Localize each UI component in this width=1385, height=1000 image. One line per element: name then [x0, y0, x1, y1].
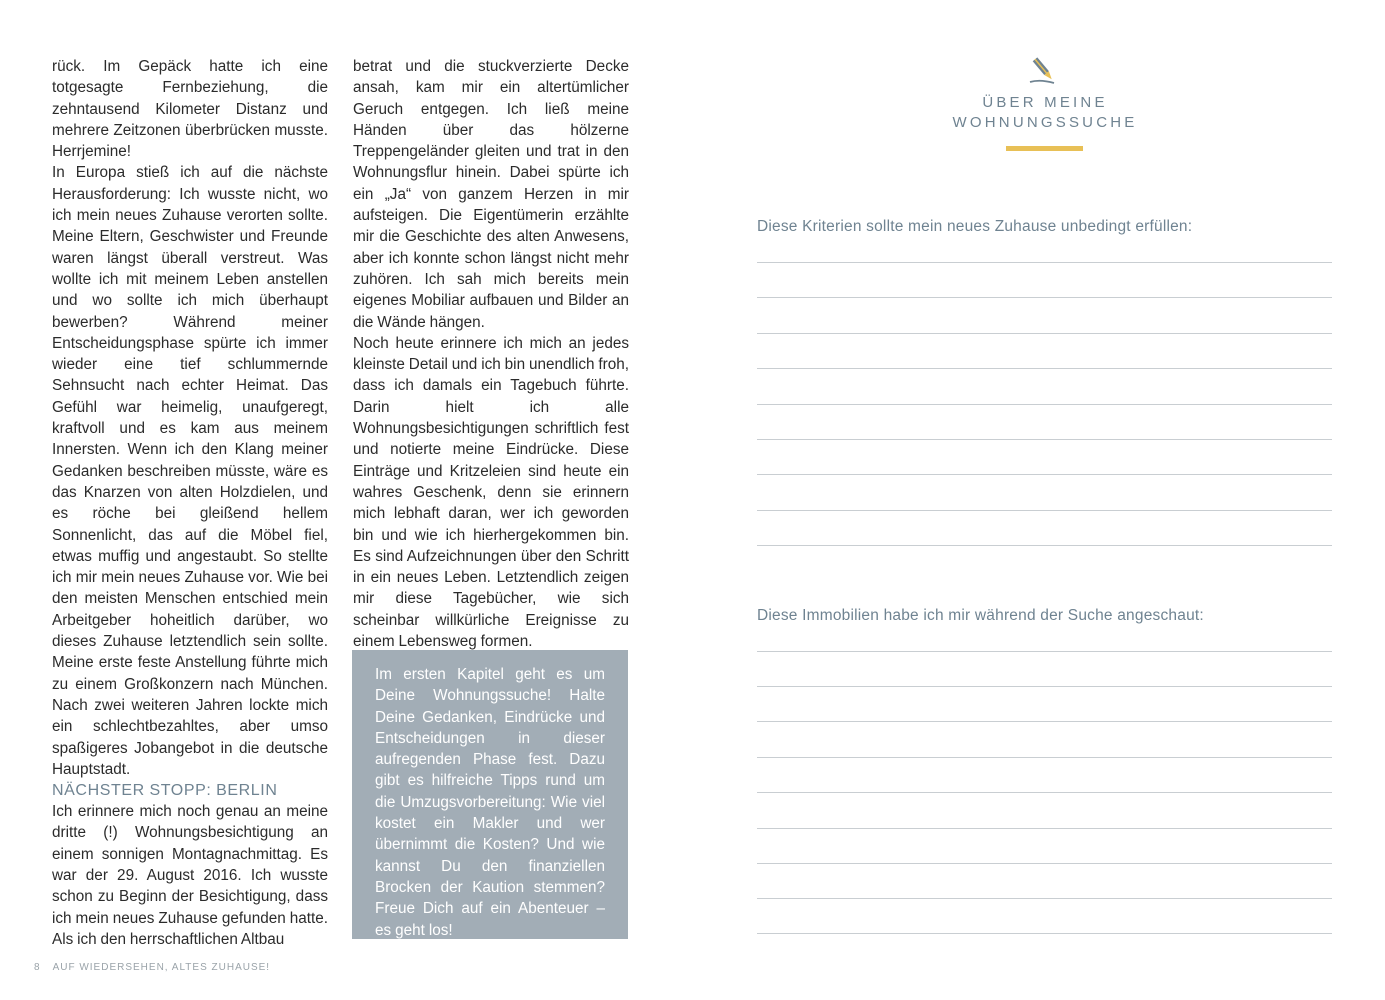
chapter-intro-box: [352, 650, 628, 939]
text-column-left: [52, 56, 328, 950]
writing-line[interactable]: [757, 898, 1332, 899]
page-title-line2: WOHNUNGSSUCHE: [952, 114, 1138, 131]
writing-line[interactable]: [757, 863, 1332, 864]
page-number: 8: [34, 962, 41, 973]
writing-line[interactable]: [757, 757, 1332, 758]
paragraph: rück. Im Gepäck hatte ich eine totgesagte Fernbeziehung, die zehntausend Kilometer Distanz und mehrere Zeitzonen überbrücken musste. Herrjemine!: [52, 58, 328, 161]
text-column-right: [353, 56, 629, 652]
writing-line[interactable]: [757, 439, 1332, 440]
paragraph: Noch heute erinnere ich mich an jedes kleinste Detail und ich bin unendlich froh, dass ich damals ein Tagebuch führte. Darin hielt ich alle Wohnungsbesichtigungen schriftlich fest und notierte meine Eindrücke. Diese Einträge und Kritzeleien sind heute ein wahres Geschenk, denn sie erinnern mich lebhaft daran, wer ich geworden bin und wie ich hierhergekommen bin. Es sind Aufzeichnungen über den Schritt in ein neues Leben. Letztendlich zeigen mir diese Tagebücher, wie sich scheinbar willkürliche Ereignisse zu einem Lebensweg formen.: [353, 334, 629, 651]
writing-line[interactable]: [757, 297, 1332, 298]
criteria-prompt: Diese Kriterien sollte mein neues Zuhause unbedingt erfüllen:: [757, 218, 1193, 235]
section-subheading: NÄCHSTER STOPP: BERLIN: [52, 782, 278, 800]
writing-line[interactable]: [757, 404, 1332, 405]
properties-prompt: Diese Immobilien habe ich mir während der Suche angeschaut:: [757, 607, 1204, 624]
writing-line[interactable]: [757, 933, 1332, 934]
writing-line[interactable]: [757, 721, 1332, 722]
writing-line[interactable]: [757, 828, 1332, 829]
writing-line[interactable]: [757, 474, 1332, 475]
writing-line[interactable]: [757, 510, 1332, 511]
page-title-line1: ÜBER MEINE: [982, 94, 1108, 111]
writing-line[interactable]: [757, 368, 1332, 369]
writing-line[interactable]: [757, 333, 1332, 334]
writing-line[interactable]: [757, 651, 1332, 652]
chapter-intro-text: Im ersten Kapitel geht es um Deine Wohnungssuche! Halte Deine Gedanken, Eindrücke und Entscheidungen in dieser aufregenden Phase fest. Dazu gibt es hilfreiche Tipps rund um die Umzugsvorbereitung: Wie viel kostet ein Makler und wer übernimmt die Kosten? Und wie kannst Du den finanziellen Brocken der Kaution stemmen? Freue Dich auf ein Abenteuer – es geht los!: [375, 666, 605, 939]
paragraph: In Europa stieß ich auf die nächste Herausforderung: Ich wusste nicht, wo ich mein neues Zuhause verorten sollte. Meine Eltern, Geschwister und Freunde waren längst überall verstreut. Was wollte ich mit meinem Leben anstellen und wo sollte ich mich überhaupt bewerben? Während meiner Entscheidungsphase spürte ich immer wieder eine tief schlummernde Sehnsucht nach echter Heimat. Das Gefühl war heimelig, unaufgeregt, kraftvoll und es kam aus meinem Innersten. Wenn ich den Klang meiner Gedanken beschreiben müsste, wäre es das Knarzen von alten Holzdielen, und es röche bei gleißend hellem Sonnenlicht, das auf die Möbel fiel, etwas muffig und angestaubt. So stellte ich mir mein neues Zuhause vor. Wie bei den meisten Menschen entschied mein Arbeitgeber hoheitlich darüber, wo dieses Zuhause letztendlich sein sollte. Meine erste feste Anstellung führte mich zu einem Großkonzern nach München. Nach zwei weiteren Jahren lockte mich ein schlechtbezahltes, aber umso spaßigeres Jobangebot in die deutsche Hauptstadt.: [52, 164, 328, 778]
writing-line[interactable]: [757, 686, 1332, 687]
paragraph: Ich erinnere mich noch genau an meine dritte (!) Wohnungsbesichtigung an einem sonnigen Montagnachmittag. Es war der 29. August 2016. Ich wusste schon zu Beginn der Besichtigung, dass ich mein neues Zuhause gefunden hatte. Als ich den herrschaftlichen Altbau: [52, 803, 328, 948]
running-title: AUF WIEDERSEHEN, ALTES ZUHAUSE!: [52, 962, 271, 973]
paragraph: betrat und die stuckverzierte Decke ansah, kam mir ein altertümlicher Geruch entgegen. Ich ließ meine Händen über das hölzerne Treppengeländer gleiten und trat in den Wohnungsflur hinein. Dabei spürte ich ein „Ja“ von ganzem Herzen in mir aufsteigen. Die Eigentümerin erzählte mir die Geschichte des alten Anwesens, aber ich konnte schon längst nicht mehr zuhören. Ich sah mich bereits mein eigenes Mobiliar aufbauen und Bilder an die Wände hängen.: [353, 58, 629, 331]
title-accent-bar: [1006, 146, 1083, 151]
page-footer: [34, 962, 270, 973]
writing-line[interactable]: [757, 545, 1332, 546]
pencil-icon: [1024, 52, 1064, 88]
writing-line[interactable]: [757, 262, 1332, 263]
writing-line[interactable]: [757, 792, 1332, 793]
